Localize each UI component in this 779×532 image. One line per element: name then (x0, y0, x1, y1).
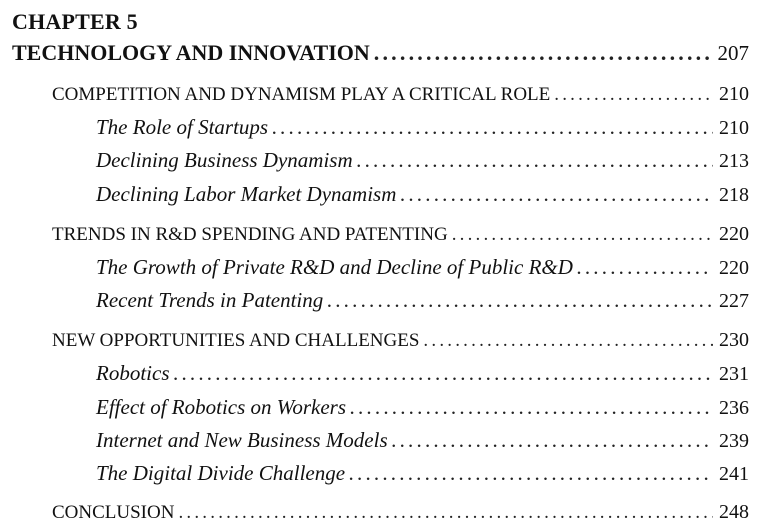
dot-leader (374, 38, 712, 68)
page-number: 220 (719, 223, 749, 245)
chapter-title: TECHNOLOGY AND INNOVATION (12, 40, 370, 65)
entry-title: Recent Trends in Patenting (96, 288, 324, 312)
entry-title: The Growth of Private R&D and Decline of Public R&D (96, 255, 573, 279)
entry-title: COMPETITION AND DYNAMISM PLAY A CRITICAL ROLE (52, 84, 551, 105)
page-number: 218 (719, 184, 749, 206)
toc-entry[interactable] (96, 145, 749, 175)
toc-entry-chapter-title[interactable] (12, 38, 749, 68)
dot-leader (554, 80, 713, 110)
toc-entry[interactable] (96, 358, 749, 388)
page-number: 241 (719, 463, 749, 485)
toc-entry[interactable] (52, 219, 749, 249)
dot-leader (423, 326, 713, 356)
page-number: 210 (719, 83, 749, 105)
page-number: 231 (719, 363, 749, 385)
entry-title: CONCLUSION (52, 502, 175, 523)
entry-title: The Digital Divide Challenge (96, 461, 346, 485)
page-number: 248 (719, 501, 749, 523)
toc-entry[interactable] (96, 252, 749, 282)
toc-entry[interactable] (96, 425, 749, 455)
page-number: 227 (719, 290, 749, 312)
toc-entry[interactable] (96, 112, 749, 142)
entry-title: The Role of Startups (96, 115, 269, 139)
page-number: 230 (719, 329, 749, 351)
entry-title: TRENDS IN R&D SPENDING AND PATENTING (52, 224, 448, 245)
toc-entry[interactable] (52, 497, 749, 527)
dot-leader (577, 252, 713, 282)
toc-entry[interactable] (96, 392, 749, 422)
dot-leader (357, 145, 713, 175)
page-number: 207 (717, 41, 749, 65)
toc-entry[interactable] (52, 79, 749, 109)
dot-leader (327, 285, 713, 315)
entry-title: Internet and New Business Models (96, 428, 388, 452)
dot-leader (350, 392, 713, 422)
entry-title: Robotics (96, 361, 170, 385)
toc-entry[interactable] (96, 179, 749, 209)
toc-entry[interactable] (96, 458, 749, 488)
chapter-label: CHAPTER 5 (12, 9, 138, 34)
dot-leader (178, 498, 713, 528)
entry-title: Declining Business Dynamism (96, 148, 353, 172)
page-number: 236 (719, 397, 749, 419)
dot-leader (349, 458, 713, 488)
dot-leader (272, 112, 713, 142)
page-number: 220 (719, 257, 749, 279)
dot-leader (452, 220, 713, 250)
entry-title: NEW OPPORTUNITIES AND CHALLENGES (52, 330, 420, 351)
page-number: 239 (719, 430, 749, 452)
dot-leader (174, 358, 714, 388)
toc-entry[interactable] (96, 285, 749, 315)
toc-entry[interactable] (52, 325, 749, 355)
entry-title: Effect of Robotics on Workers (96, 395, 347, 419)
entry-title: Declining Labor Market Dynamism (96, 182, 397, 206)
page-number: 213 (719, 150, 749, 172)
dot-leader (400, 179, 713, 209)
dot-leader (392, 425, 713, 455)
page-number: 210 (719, 117, 749, 139)
